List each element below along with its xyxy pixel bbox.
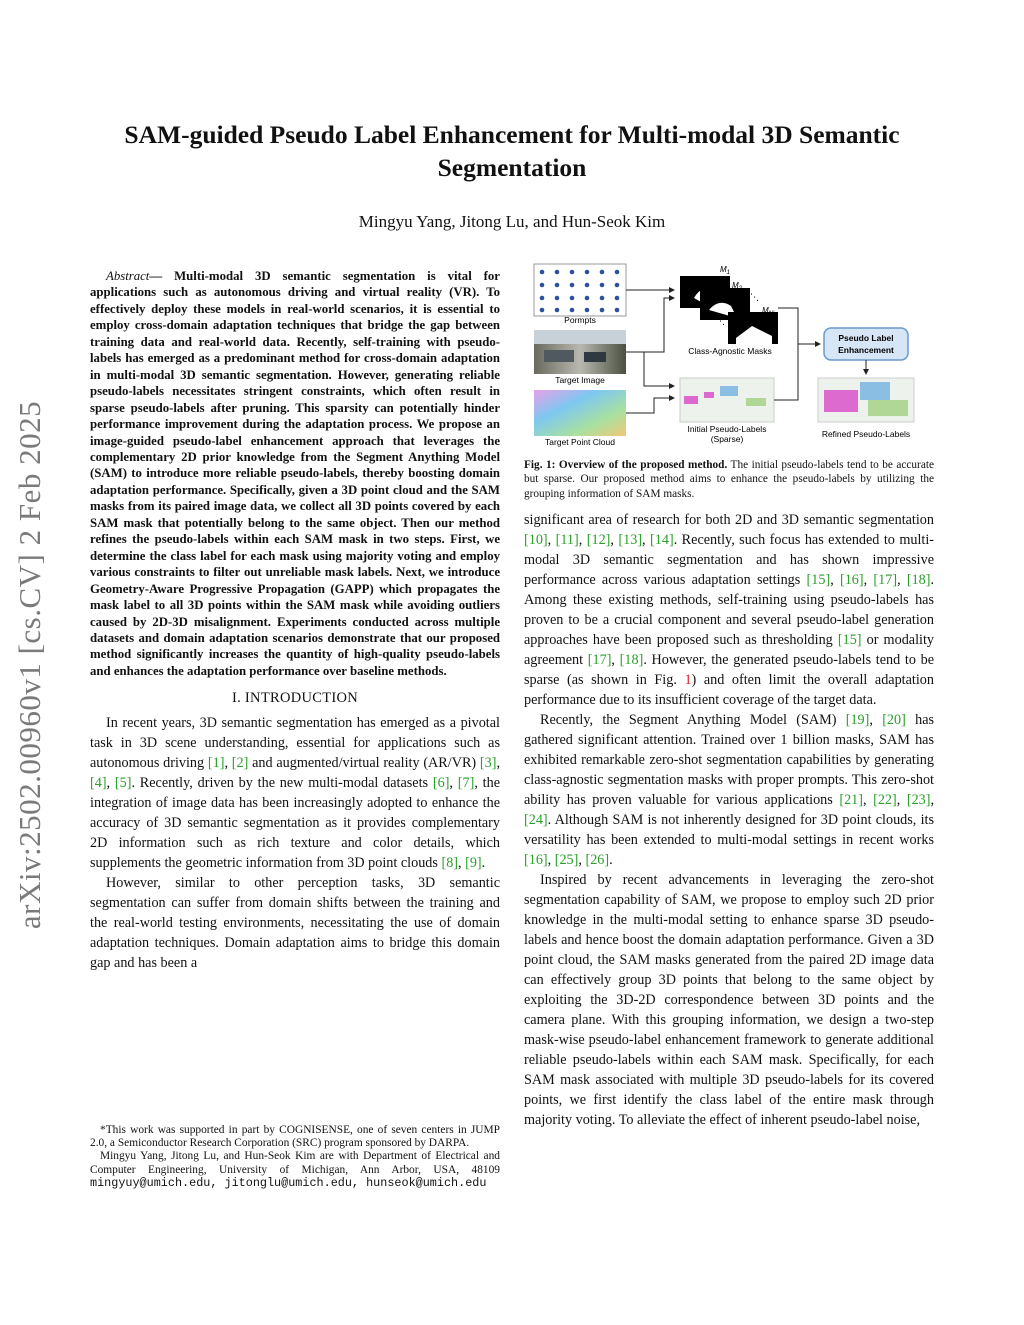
citation-link[interactable]: [7] bbox=[457, 775, 475, 792]
caption-label: Fig. 1: Overview of the proposed method. bbox=[524, 459, 728, 471]
citation-link[interactable]: [25] bbox=[554, 852, 579, 868]
citation-link[interactable]: [3] bbox=[479, 755, 497, 772]
prompts-panel bbox=[534, 264, 626, 316]
citation-link[interactable]: [17] bbox=[873, 572, 898, 588]
citation-link[interactable]: [2] bbox=[231, 755, 249, 772]
citation-link[interactable]: [10] bbox=[524, 532, 548, 548]
footnote-funding: *This work was supported in part by COGNISENSE, one of seven centers in JUMP 2.0, a Semiconductor Research Corporation (SRC) program sponsored by DARPA. bbox=[90, 1124, 500, 1150]
citation-link[interactable]: [8] bbox=[441, 855, 459, 872]
method-overview-diagram bbox=[524, 258, 934, 458]
citation-link[interactable]: [15] bbox=[806, 572, 831, 588]
paper-title: SAM-guided Pseudo Label Enhancement for Multi-modal 3D Semantic Segmentation bbox=[124, 120, 900, 182]
intro-paragraph-2: However, similar to other perception tasks, 3D semantic segmentation can suffer from domain shifts between the training and the real-world testing environments, necessitating the use of domain adaptation techniques. Domain adaptation aims to bridge this domain gap and has been a bbox=[90, 875, 500, 972]
left-column bbox=[90, 268, 500, 973]
label-prompts: Pormpts bbox=[564, 315, 596, 325]
citation-link[interactable]: [13] bbox=[618, 532, 643, 548]
right-paragraph-3: Inspired by recent advancements in leveraging the zero-shot segmentation capability of SAM, we propose to employ such 2D prior knowledge in the multi-modal setting to enhance sparse 3D pseudo-labels and hence boost the domain adaptation performance. Given a 3D point cloud, the SAM masks generated from the paired 2D image data can effectively group 3D points that belong to the same object by exploiting the 3D-2D correspondence between 3D points and the camera plane. With this grouping information, we design a two-step mask-wise pseudo-label enhancement framework to generate additional reliable pseudo-labels within each SAM mask. Specifically, for each SAM mask associated with multiple 3D pseudo-labels for its covered points, we first identify the class label of the entire mask through majority voting. To alleviate the effect of inherent pseudo-label noise, bbox=[524, 872, 934, 1128]
svg-text:⋱: ⋱ bbox=[750, 292, 759, 302]
box-label-line1: Pseudo Label bbox=[838, 333, 894, 343]
citation-link[interactable]: [24] bbox=[524, 812, 548, 828]
abstract: Abstract— Multi-modal 3D semantic segmentation is vital for applications such as autonomous driving and virtual reality (VR). To effectively deploy these models in real-world scenarios, it is essential to employ cross-domain adaptation techniques that bridge the gap between training data and real-world data. Recently, self-training with pseudo-labels has emerged as a predominant method for cross-domain adaptation in multi-modal 3D semantic segmentation. However, generating reliable pseudo-labels necessitates stringent constraints, which often result in sparse pseudo-labels after pruning. This sparsity can potentially hinder performance improvement during the adaptation process. We propose an image-guided pseudo-label enhancement approach that leverages the complementary 2D prior knowledge from the Segment Anything Model (SAM) to introduce more reliable pseudo-labels, thereby boosting domain adaptation performance. Specifically, given a 3D point cloud and the SAM masks from its paired image data, we collect all 3D points covered by each SAM mask that potentially belong to the same object. Then our method refines the pseudo-labels within each SAM mask in two steps. First, we determine the class label for each mask using majority voting and employ various constraints to filter out unreliable mask labels. Next, we introduce Geometry-Aware Progressive Propagation (GAPP) which propagates the mask label to all 3D points within the SAM mask while avoiding outliers caused by 2D-3D misalignment. Experiments conducted across multiple datasets and domain adaptation scenarios demonstrate that our proposed method significantly increases the quantity of high-quality pseudo-labels and enhances the adaptation performance over baseline methods. bbox=[90, 269, 500, 678]
abstract-text: Multi-modal 3D semantic segmentation is vital for applications such as autonomous driving and virtual reality (VR). To effectively deploy these models in real-world scenarios, it is essential to employ cross-domain adaptation techniques that bridge the gap between training data and real-world data. Recently, self-training with pseudo-labels has emerged as a predominant method for cross-domain adaptation in multi-modal 3D semantic segmentation. However, generating reliable pseudo-labels necessitates stringent constraints, which often result in sparse pseudo-labels after pruning. This sparsity can potentially hinder performance improvement during the adaptation process. We propose an image-guided pseudo-label enhancement approach that leverages the complementary 2D prior knowledge from the Segment Anything Model (SAM) to introduce more reliable pseudo-labels, thereby boosting domain adaptation performance. Specifically, given a 3D point cloud and the SAM masks from its paired image data, we collect all 3D points covered by each SAM mask that potentially belong to the same object. Then our method refines the pseudo-labels within each SAM mask in two steps. First, we determine the class label for each mask using majority voting and employ various constraints to filter out unreliable mask labels. Next, we introduce Geometry-Aware Progressive Propagation (GAPP) which propagates the mask label to all 3D points within the SAM mask while avoiding outliers caused by 2D-3D misalignment. Experiments conducted across multiple datasets and domain adaptation scenarios demonstrate that our proposed method significantly increases the quantity of high-quality pseudo-labels and enhances the adaptation performance over baseline methods. bbox=[90, 269, 500, 678]
svg-text:⋱: ⋱ bbox=[716, 316, 725, 326]
footnote-affiliation: Mingyu Yang, Jitong Lu, and Hun-Seok Kim are with Department of Electrical and Computer Engineering, University of Michigan, Ann Arbor, USA, 48109 mingyuy@umich.edu, jitonglu@umich.edu, hunseok@umich.edu bbox=[90, 1150, 500, 1190]
author-emails: mingyuy@umich.edu, jitonglu@umich.edu, hunseok@umich.edu bbox=[90, 1175, 487, 1190]
right-column bbox=[524, 510, 934, 1130]
citation-link[interactable]: [6] bbox=[432, 775, 450, 792]
citation-link[interactable]: [16] bbox=[839, 572, 864, 588]
intro-paragraph-1: In recent years, 3D semantic segmentation has emerged as a pivotal task in 3D scene understanding, essential for applications such as autonomous driving [1], [2] and augmented/virtual reality (AR/VR) [3], [4], [5]. Recently, driven by the new multi-modal datasets [6], [7], the integration of image data has been increasingly adopted to enhance the accuracy of 3D semantic segmentation as it provides complementary 2D information such as rich texture and color details, which supplements the geometric information from 3D point clouds [8], [9]. bbox=[90, 715, 501, 872]
mask-label-2: $M_2$ bbox=[732, 281, 743, 292]
right-paragraph-1: significant area of research for both 2D and 3D semantic segmentation [10], [11], [12], [13], [14]. Recently, such focus has extended to multi-modal 3D semantic segmentation and has shown impressive performance across various adaptation settings [15], [16], [17], [18]. Among these existing methods, self-training using pseudo-labels has proven to be a crucial component and several pseudo-label generation approaches have been proposed such as thresholding [15] or modality agreement [17], [18]. However, the generated pseudo-labels tend to be sparse (as shown in Fig. 1) and often limit the overall adaptation performance due to its insufficient coverage of the target data. bbox=[524, 512, 935, 708]
citation-link[interactable]: [21] bbox=[839, 792, 863, 808]
label-target-point-cloud: Target Point Cloud bbox=[545, 437, 615, 447]
label-initial-pseudo-labels: Initial Pseudo-Labels bbox=[687, 424, 767, 434]
citation-link[interactable]: [18] bbox=[619, 652, 644, 668]
citation-link[interactable]: [1] bbox=[207, 755, 225, 772]
right-paragraph-2: Recently, the Segment Anything Model (SAM) [19], [20] has gathered significant attention. Trained over 1 billion masks, SAM has exhibited remarkable zero-shot segmentation capabilities by generating class-agnostic segmentation masks with proper prompts. This zero-shot ability has proven valuable for various applications [21], [22], [23], [24]. Although SAM is not inherently designed for 3D point clouds, its versatility has been extended to multi-modal settings in recent works [16], [25], [26]. bbox=[524, 712, 935, 868]
mask-label-n: $M_{N'}$ bbox=[762, 306, 775, 317]
citation-link[interactable]: [16] bbox=[524, 852, 548, 868]
label-target-image: Target Image bbox=[555, 375, 605, 385]
citation-link[interactable]: [19] bbox=[845, 712, 870, 728]
section-heading-introduction: I. INTRODUCTION bbox=[231, 690, 359, 707]
label-class-agnostic-masks: Class-Agnostic Masks bbox=[688, 346, 772, 356]
figure-1 bbox=[524, 258, 934, 458]
abstract-lead: Abstract bbox=[106, 269, 150, 283]
citation-link[interactable]: [23] bbox=[906, 792, 931, 808]
box-label-line2: Enhancement bbox=[838, 345, 894, 355]
citation-link[interactable]: [4] bbox=[90, 775, 107, 792]
label-refined-pseudo-labels: Refined Pseudo-Labels bbox=[821, 429, 911, 439]
figure-ref-link[interactable]: 1 bbox=[684, 672, 692, 688]
citation-link[interactable]: [9] bbox=[465, 855, 482, 872]
citation-link[interactable]: [5] bbox=[114, 775, 132, 792]
label-initial-sparse: (Sparse) bbox=[710, 434, 744, 444]
arxiv-side-label: arXiv:2502.00960v1 [cs.CV] 2 Feb 2025 bbox=[12, 400, 47, 930]
citation-link[interactable]: [22] bbox=[873, 792, 897, 808]
figure-1-caption: Fig. 1: Overview of the proposed method. The initial pseudo-labels tend to be accurate but sparse. Our proposed method aims to enhance the pseudo-labels by utilizing the grouping information of SAM masks. bbox=[524, 459, 934, 500]
citation-link[interactable]: [17] bbox=[587, 652, 612, 668]
paper-authors: Mingyu Yang, Jitong Lu, and Hun-Seok Kim bbox=[358, 212, 666, 231]
citation-link[interactable]: [26] bbox=[585, 852, 610, 868]
citation-link[interactable]: [12] bbox=[586, 532, 611, 548]
citation-link[interactable]: [18] bbox=[906, 572, 931, 588]
target-point-cloud bbox=[534, 390, 626, 436]
citation-link[interactable]: [15] bbox=[837, 632, 862, 648]
footnote bbox=[90, 1124, 500, 1190]
citation-link[interactable]: [14] bbox=[650, 532, 674, 548]
citation-link[interactable]: [11] bbox=[555, 532, 579, 548]
mask-label-1: $M_1$ bbox=[720, 265, 731, 276]
citation-link[interactable]: [20] bbox=[882, 712, 906, 728]
